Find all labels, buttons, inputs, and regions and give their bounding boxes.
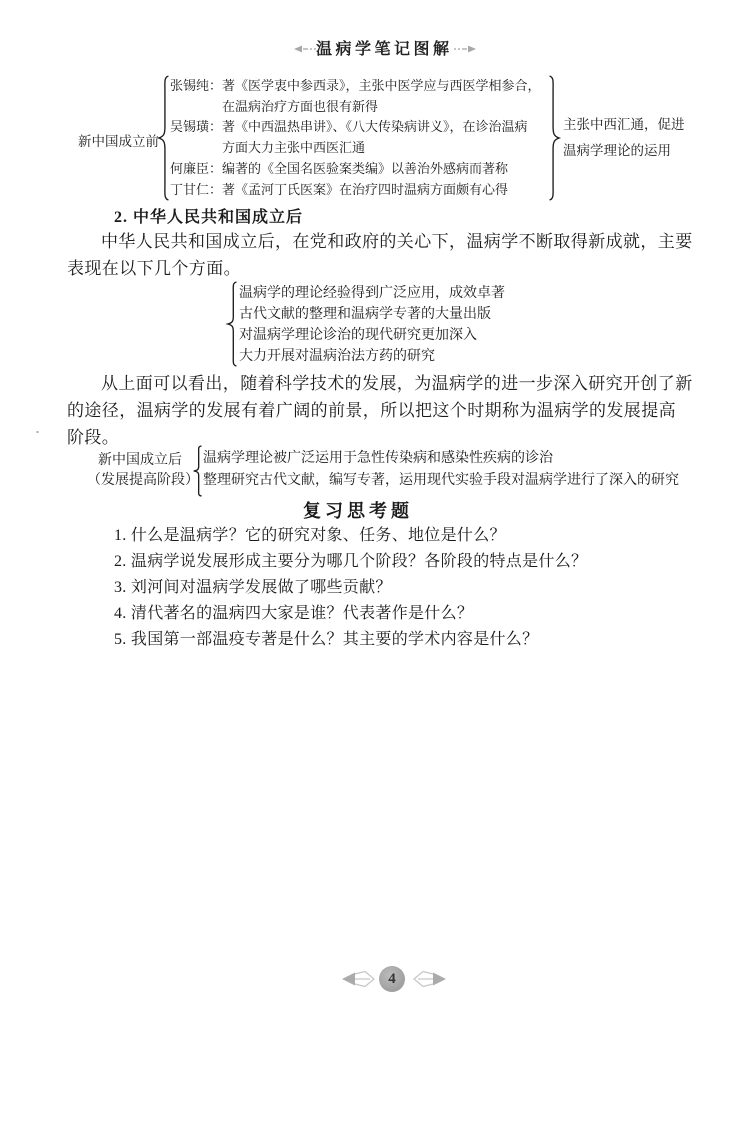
footer-left-arrow-icon [342, 970, 376, 988]
post-item: 温病学理论被广泛运用于急性传染病和感染性疾病的诊治 [203, 451, 553, 466]
review-questions [114, 523, 587, 653]
annotation-line1: 主张中西汇通，促进 [563, 117, 685, 132]
paragraph-1-line2: 表现在以下几个方面。 [67, 259, 241, 278]
page-number-badge: 4 [379, 966, 405, 992]
pre-new-china-entries [170, 76, 541, 200]
question-item: 2. 温病学说发展形成主要分为哪几个阶段？各阶段的特点是什么？ [114, 553, 588, 570]
annotation-line2: 温病学理论的运用 [563, 143, 671, 158]
paragraph-2 [67, 370, 693, 451]
paragraph-2-line2: 的途径，温病学的发展有着广阔的前景，所以把这个时期称为温病学的发展提高 [67, 401, 676, 420]
page-title: 温病学笔记图解 [316, 41, 453, 58]
pre-new-china-label: 新中国成立前 [78, 134, 159, 149]
scan-speck [36, 431, 39, 433]
question-item: 5. 我国第一部温疫专著是什么？其主要的学术内容是什么？ [114, 631, 539, 648]
achievement-item: 对温病学理论诊治的现代研究更加深入 [239, 328, 477, 343]
paragraph-1-line1: 中华人民共和国成立后，在党和政府的关心下，温病学不断取得新成就，主要 [101, 232, 693, 251]
achievement-item: 大力开展对温病治法方药的研究 [239, 349, 435, 364]
left-brace [158, 76, 169, 200]
paragraph-2-line1: 从上面可以看出，随着科学技术的发展，为温病学的进一步深入研究开创了新 [101, 374, 693, 393]
entry-he-lianchen: 何廉臣：编著的《全国名医验案类编》以善治外感病而著称 [170, 160, 509, 176]
post-new-china-label-line1: 新中国成立后 [98, 453, 182, 468]
footer-right-arrow-icon [412, 970, 446, 988]
right-brace [549, 76, 560, 200]
entry-wu-xihuang-line1: 吴锡璜：著《中西温热串讲》、《八大传染病讲义》，在诊治温病 [170, 119, 528, 135]
header-left-arrow-icon [294, 44, 318, 54]
section-heading: 2. 中华人民共和国成立后 [114, 209, 304, 226]
achievement-item: 温病学的理论经验得到广泛应用，成效卓著 [239, 286, 505, 301]
review-heading: 复习思考题 [303, 501, 413, 521]
question-item: 4. 清代著名的温病四大家是谁？代表著作是什么？ [114, 605, 474, 622]
post-new-china-label-line2: （发展提高阶段） [87, 473, 199, 488]
pre-new-china-annotation [563, 112, 685, 164]
entry-zhang-xichun-line2: 在温病治疗方面也很有新得 [222, 98, 379, 114]
achievements-list [239, 283, 505, 367]
question-item: 3. 刘河间对温病学发展做了哪些贡献？ [114, 579, 392, 596]
post-new-china-brace [193, 446, 202, 496]
post-new-china-items [203, 448, 679, 492]
paragraph-1 [67, 228, 693, 282]
achievement-item: 古代文献的整理和温病学专著的大量出版 [239, 307, 491, 322]
achievements-brace [227, 282, 237, 366]
paragraph-2-line3: 阶段。 [67, 428, 120, 447]
question-item: 1. 什么是温病学？它的研究对象、任务、地位是什么？ [114, 527, 506, 544]
header-right-arrow-icon [452, 44, 476, 54]
entry-zhang-xichun-line1: 张锡纯：著《医学衷中参西录》，主张中医学应与西医学相参合， [170, 78, 541, 93]
entry-ding-ganren: 丁甘仁：著《孟河丁氏医案》在治疗四时温病方面颇有心得 [170, 181, 509, 197]
entry-wu-xihuang-line2: 方面大力主张中西医汇通 [222, 140, 366, 156]
post-item: 整理研究古代文献，编写专著，运用现代实验手段对温病学进行了深入的研究 [203, 473, 679, 488]
